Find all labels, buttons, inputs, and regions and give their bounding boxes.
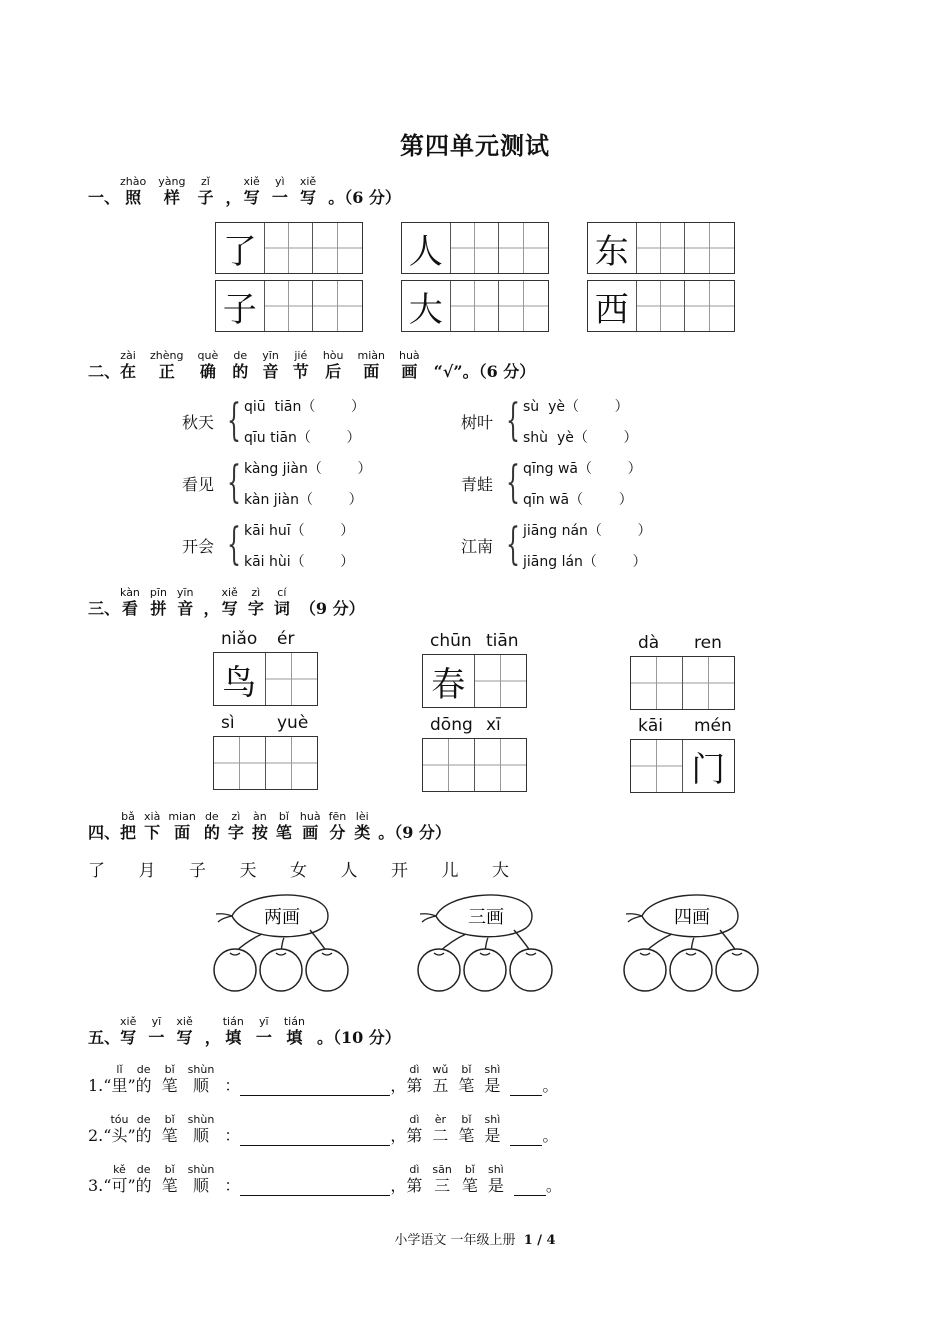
pinyin-char: zài 在 [120,349,137,381]
grid-char: 东 [588,223,636,273]
writing-grid[interactable] [213,736,318,790]
writing-grid[interactable] [587,280,735,332]
grid-cell[interactable] [588,223,637,273]
leaf-stem [216,914,232,922]
stroke-char: 大 [492,861,509,881]
pinyin-option[interactable]: qiū tiān（ ） [244,399,365,415]
grid-cell[interactable] [451,223,500,273]
grid-char: 春 [423,655,474,707]
writing-grid[interactable] [587,222,735,274]
section-score: 。（9 分） [378,823,451,842]
pinyin-char: bǐ 笔 [458,1063,475,1095]
grid-char: 大 [402,281,450,331]
pinyin-option[interactable]: qīng wā（ ） [523,461,642,477]
pinyin-label: sì [221,713,235,733]
pinyin-char: yàng 样 [158,175,186,207]
stroke-char: 开 [391,861,408,881]
footer-subject: 小学语文 一年级上册 [394,1233,516,1248]
grid-cell[interactable] [631,740,683,792]
pinyin-option[interactable]: kàn jiàn（ ） [244,492,363,508]
target-char: lǐ “里” [103,1063,136,1095]
stroke-char: 儿 [441,861,459,881]
pinyin-char: yì 一 [271,175,288,207]
brace-icon: { [227,395,241,446]
writing-grid[interactable] [422,738,527,792]
pinyin-char: shùn 顺 [187,1063,215,1095]
leaf-label: 四画 [674,907,710,928]
section-score: 。（6 分） [328,188,401,207]
fill-line-row [88,1164,562,1196]
grid-char: 西 [588,281,636,331]
pinyin-char: xiě 写 [176,1015,193,1047]
leaf-label: 三画 [468,907,504,928]
pinyin-char: dì 第 [406,1113,423,1145]
grid-cell[interactable] [683,657,735,709]
grid-cell[interactable] [423,655,475,707]
pinyin-char: ， [204,1028,221,1047]
pinyin-char: dì 第 [406,1063,423,1095]
grid-cell[interactable] [588,281,637,331]
target-char: kě “可” [103,1163,136,1195]
pinyin-char: xiě 写 [243,175,260,207]
grid-cell[interactable] [499,281,548,331]
pinyin-label: niǎo [221,629,258,649]
grid-cell[interactable] [631,657,683,709]
footer-page: 1 / 4 [523,1233,556,1248]
word-label: 树叶 [461,413,494,432]
pinyin-char: xiě 写 [120,1015,137,1047]
word-label: 看见 [182,475,215,494]
pinyin-char: fēn 分 [328,810,347,842]
grid-cell[interactable] [216,223,265,273]
section-1-heading [88,176,401,208]
pinyin-char: miàn 面 [357,349,385,381]
grid-char: 门 [683,740,735,792]
grid-cell[interactable] [265,281,314,331]
section-number: 三、 [88,599,121,618]
stroke-blank[interactable] [514,1179,546,1196]
pinyin-char: de 的 [203,810,220,842]
colon: ： [224,1076,241,1095]
page-title: 第四单元测试 [400,131,550,160]
pinyin-label: yuè [277,713,309,733]
line-number: 2. [88,1126,104,1145]
section-2-heading [88,350,535,382]
brace-icon: { [506,395,520,446]
stroke-blank[interactable] [510,1079,542,1096]
comma: ， [390,1176,407,1195]
grid-cell[interactable] [499,223,548,273]
pinyin-char: de 的 [135,1113,152,1145]
section-5-heading [88,1016,401,1048]
section-3-heading [88,587,365,619]
pinyin-char: zì 字 [247,586,264,618]
pinyin-option[interactable]: jiāng nán（ ） [523,523,652,539]
grid-cell[interactable] [637,223,686,273]
pinyin-char: ， [225,188,242,207]
writing-grid[interactable] [401,222,549,274]
pinyin-char: bǐ 笔 [161,1063,178,1095]
grid-cell[interactable] [685,223,734,273]
pinyin-char: bǎ 把 [120,810,137,842]
comma: ， [390,1126,407,1145]
pinyin-label: dōng [430,715,473,735]
pinyin-char: àn 按 [251,810,268,842]
pinyin-option[interactable]: kàng jiàn（ ） [244,461,372,477]
pinyin-char: bǐ 笔 [458,1113,475,1145]
section-number: 二、 [88,362,121,381]
pinyin-option[interactable]: kāi hùi（ ） [244,554,355,570]
pinyin-char: sān 三 [432,1163,452,1195]
period: 。 [545,1176,562,1195]
section-number: 一、 [88,188,121,207]
pinyin-char: kàn 看 [120,586,140,618]
pinyin-char: hòu 后 [322,349,344,381]
grid-cell[interactable] [685,281,734,331]
fill-line-row [88,1114,558,1146]
stroke-order-blank[interactable] [240,1129,390,1146]
section-score: “√”。（6 分） [433,362,536,381]
pinyin-option[interactable]: qīn wā（ ） [523,492,633,508]
pinyin-char: xià 下 [144,810,161,842]
pinyin-char: de 的 [232,349,249,381]
pinyin-char: cí 词 [273,586,290,618]
target-char: tóu “头” [103,1113,136,1145]
stroke-order-blank[interactable] [240,1079,390,1096]
pinyin-char: shì 是 [484,1063,501,1095]
pinyin-char: zì 字 [227,810,244,842]
pinyin-char: què 确 [197,349,219,381]
writing-grid[interactable] [630,739,735,793]
pinyin-char: de 的 [135,1163,152,1195]
grid-char: 鸟 [214,653,265,705]
pinyin-char: bǐ 笔 [461,1163,478,1195]
grid-cell[interactable] [475,655,527,707]
pinyin-char: xiě 写 [299,175,317,207]
pinyin-label: kāi [638,716,663,736]
pinyin-char: bǐ 笔 [161,1113,178,1145]
pinyin-char: yīn 音 [176,586,194,618]
writing-grid[interactable] [630,656,735,710]
leaf-stem [626,914,642,922]
pinyin-label: tiān [486,631,519,651]
grid-cell[interactable] [313,223,362,273]
stroke-chars-row [88,856,543,881]
colon: ： [224,1126,241,1145]
brace-icon: { [506,519,520,570]
pinyin-label: chūn [430,631,472,651]
leaf-stem [420,914,436,922]
writing-grid[interactable] [213,652,318,706]
pinyin-option[interactable]: qīu tiān（ ） [244,430,361,446]
pinyin-char: dì 第 [406,1163,423,1195]
colon: ： [224,1176,241,1195]
pinyin-char: zhào 照 [120,175,147,207]
page-footer [0,1229,950,1248]
pinyin-char: ， [203,599,220,618]
section-number: 五、 [88,1028,121,1047]
pinyin-option[interactable]: sù yè（ ） [523,399,629,415]
pinyin-option[interactable]: jiāng lán（ ） [523,554,647,570]
pinyin-char: yī 一 [148,1015,165,1047]
grid-char: 人 [402,223,450,273]
pinyin-char: bǐ 笔 [275,810,292,842]
grid-cell[interactable] [266,653,318,705]
grid-cell[interactable] [265,223,314,273]
word-label: 江南 [461,537,494,556]
word-label: 开会 [182,537,215,556]
pinyin-char: pīn 拼 [149,586,167,618]
pinyin-char: huà 画 [398,349,420,381]
pinyin-char: shùn 顺 [187,1113,215,1145]
pinyin-char: lèi 类 [354,810,371,842]
period: 。 [542,1126,559,1145]
section-score: （9 分） [299,599,365,618]
pinyin-char: shì 是 [484,1113,501,1145]
grid-char: 了 [216,223,264,273]
grid-cell[interactable] [451,281,500,331]
pinyin-label: ren [694,633,722,653]
pinyin-char: de 的 [135,1063,152,1095]
grid-cell[interactable] [214,737,266,789]
pinyin-char: yīn 音 [262,349,279,381]
cherry-tree-diagrams [190,888,770,1000]
section-4-heading [88,811,451,843]
pinyin-char: zhèng 正 [150,349,184,381]
stroke-char: 了 [88,861,105,881]
stroke-char: 天 [239,861,257,881]
line-number: 1. [88,1076,104,1095]
grid-cell[interactable] [216,281,265,331]
grid-char: 子 [216,281,264,331]
pinyin-option[interactable]: shù yè（ ） [523,430,638,446]
brace-icon: { [506,457,520,508]
brace-icon: { [227,519,241,570]
writing-grid[interactable] [215,280,363,332]
grid-cell[interactable] [402,223,451,273]
writing-grid[interactable] [215,222,363,274]
stroke-char: 月 [138,861,156,881]
pinyin-char: jié 节 [292,349,309,381]
pinyin-char: bǐ 笔 [161,1163,178,1195]
writing-grid[interactable] [422,654,527,708]
pinyin-char: mian 面 [168,810,196,842]
pinyin-char: tián 填 [283,1015,305,1047]
pinyin-label: xī [486,715,501,735]
pinyin-char: shùn 顺 [187,1163,215,1195]
stroke-blank[interactable] [510,1129,542,1146]
grid-cell[interactable] [313,281,362,331]
stroke-char: 子 [189,861,206,881]
pinyin-char: yī 一 [255,1015,272,1047]
brace-icon: { [227,457,241,508]
section-number: 四、 [88,823,121,842]
section-score: 。（10 分） [316,1028,401,1047]
pinyin-char: shì 是 [487,1163,504,1195]
pinyin-char: huà 画 [299,810,321,842]
pinyin-char: tián 填 [222,1015,244,1047]
pinyin-label: mén [694,716,732,736]
word-label: 青蛙 [461,475,494,494]
pinyin-label: dà [638,633,660,653]
pinyin-char: xiě 写 [221,586,238,618]
pinyin-option[interactable]: kāi huī（ ） [244,523,355,539]
grid-cell[interactable] [423,739,475,791]
writing-grid[interactable] [401,280,549,332]
period: 。 [542,1076,559,1095]
grid-cell[interactable] [402,281,451,331]
grid-cell[interactable] [266,737,318,789]
comma: ， [390,1076,407,1095]
line-number: 3. [88,1176,104,1195]
grid-cell[interactable] [637,281,686,331]
fill-line-row [88,1064,558,1096]
pinyin-char: èr 二 [432,1113,449,1145]
grid-cell[interactable] [214,653,266,705]
stroke-order-blank[interactable] [240,1179,390,1196]
pinyin-char: wǔ 五 [432,1063,449,1095]
pinyin-char: zǐ 子 [197,175,214,207]
grid-cell[interactable] [475,739,527,791]
leaf-label: 两画 [264,907,300,928]
pinyin-label: ér [277,629,295,649]
grid-cell[interactable] [683,740,735,792]
stroke-char: 女 [290,861,307,881]
word-label: 秋天 [182,413,215,432]
stroke-char: 人 [340,861,358,881]
